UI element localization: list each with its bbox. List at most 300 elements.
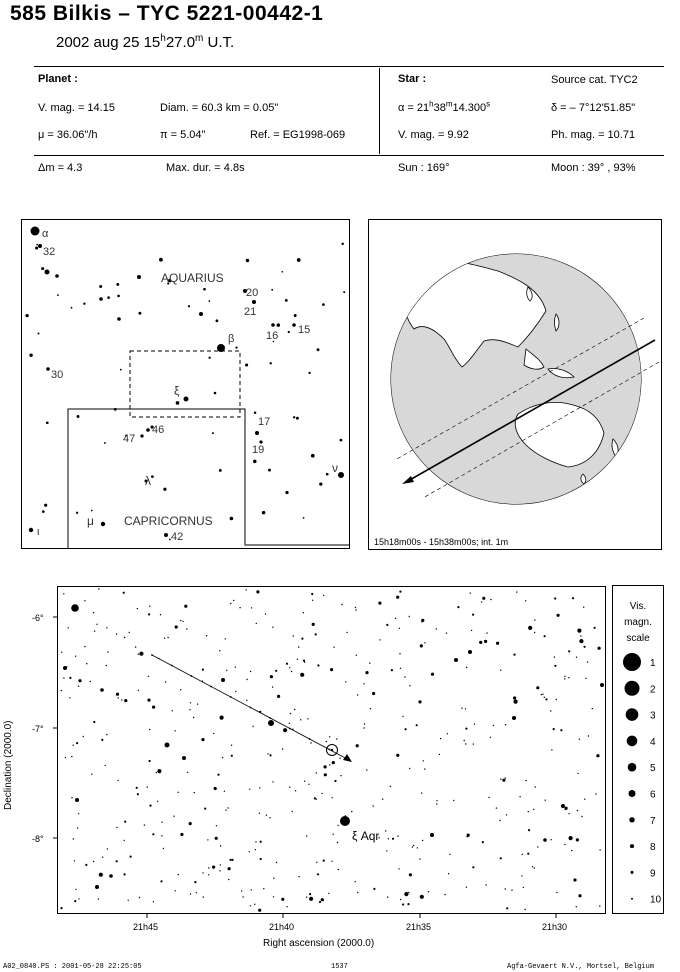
chart-star <box>309 897 313 901</box>
chart-star <box>135 646 136 647</box>
chart-star <box>420 644 423 647</box>
max-duration: Max. dur. = 4.8s <box>166 162 245 174</box>
chart-star <box>409 873 412 876</box>
finder-star <box>44 504 47 507</box>
chart-star <box>107 848 108 849</box>
chart-star <box>336 738 337 739</box>
chart-star <box>585 678 586 679</box>
chart-star <box>330 668 333 671</box>
scale-dot <box>631 871 634 874</box>
chart-star <box>167 637 168 638</box>
chart-star <box>525 780 526 781</box>
chart-star <box>309 893 311 895</box>
chart-star <box>357 892 358 893</box>
footer-page: 1537 <box>331 963 348 971</box>
finder-star <box>199 312 203 316</box>
chart-star <box>214 787 217 790</box>
chart-star <box>465 708 466 709</box>
chart-star <box>249 789 250 790</box>
xtick-label: 21h45 <box>133 922 159 932</box>
chart-star <box>484 640 487 643</box>
chart-star <box>328 893 329 894</box>
chart-star <box>242 896 243 897</box>
chart-star <box>208 874 209 875</box>
chart-star <box>286 906 287 907</box>
finder-star <box>137 275 141 279</box>
chart-star <box>363 727 364 728</box>
finder-star <box>294 314 297 317</box>
chart-star <box>599 905 600 906</box>
chart-star <box>225 809 226 810</box>
chart-star <box>386 624 388 626</box>
chart-star <box>137 608 138 609</box>
chart-star <box>565 809 566 810</box>
chart-star <box>316 799 317 800</box>
chart-star <box>355 881 356 882</box>
chart-star <box>228 879 229 880</box>
chart-star <box>249 851 250 852</box>
chart-star <box>488 797 489 798</box>
chart-star <box>136 787 138 789</box>
scale-title: scale <box>626 633 650 644</box>
chart-star <box>516 591 517 592</box>
chart-star <box>250 905 251 906</box>
chart-star <box>534 867 535 868</box>
chart-star <box>148 676 149 677</box>
label-beta: β <box>228 333 235 345</box>
chart-star <box>446 632 447 633</box>
finder-star <box>184 397 189 402</box>
chart-star <box>149 760 151 762</box>
chart-star <box>102 857 103 858</box>
chart-star <box>161 835 162 836</box>
chart-star <box>596 754 599 757</box>
chart-star <box>543 838 547 842</box>
chart-star <box>272 627 273 628</box>
finder-star <box>246 259 249 262</box>
chart-star <box>496 807 497 808</box>
chart-star <box>373 888 375 890</box>
chart-star <box>189 822 192 825</box>
scale-magnitude-label: 3 <box>650 710 656 722</box>
chart-star <box>436 628 437 629</box>
label-47: 47 <box>123 433 136 445</box>
finder-star <box>71 307 73 309</box>
planet-diameter: Diam. = 60.3 km = 0.05" <box>160 102 279 114</box>
chart-star <box>397 835 398 836</box>
finder-star <box>255 431 259 435</box>
finder-star <box>55 274 59 278</box>
chart-star <box>588 735 589 736</box>
chart-star <box>105 765 106 766</box>
chart-star <box>316 862 317 863</box>
chart-star <box>533 809 534 810</box>
chart-star <box>534 632 535 633</box>
chart-star <box>544 697 545 698</box>
chart-star <box>91 774 92 775</box>
label-iota: ι <box>37 526 40 538</box>
finder-star <box>281 271 283 273</box>
chart-star <box>404 892 408 896</box>
chart-star <box>78 898 79 899</box>
star-ra: $\alpha = 21^h38^m14.300^s$ <box>398 99 491 114</box>
finder-star <box>83 303 85 305</box>
chart-star <box>479 641 482 644</box>
finder-star <box>293 416 295 418</box>
chart-star <box>499 820 500 821</box>
chart-star <box>470 592 471 593</box>
chart-star <box>204 808 206 810</box>
chart-star <box>554 656 555 657</box>
chart-star <box>260 841 262 843</box>
chart-star <box>95 885 99 889</box>
finder-star <box>77 415 80 418</box>
chart-star <box>267 753 268 754</box>
chart-star <box>471 630 472 631</box>
finder-star <box>46 367 50 371</box>
chart-star <box>332 761 335 764</box>
chart-star <box>289 723 290 724</box>
chart-star <box>73 838 74 839</box>
chart-star <box>537 846 538 847</box>
chart-star <box>417 847 418 848</box>
chart-star <box>506 814 507 815</box>
chart-star <box>269 754 271 756</box>
chart-star <box>355 609 356 610</box>
finder-star <box>46 421 49 424</box>
chart-star <box>584 799 585 800</box>
chart-star <box>94 630 95 631</box>
chart-star <box>519 796 520 797</box>
chart-star <box>418 700 421 703</box>
chart-star <box>275 670 277 672</box>
chart-star <box>399 628 400 629</box>
chart-star <box>217 774 219 776</box>
scale-dot <box>629 817 634 822</box>
chart-star <box>568 677 569 678</box>
chart-star <box>337 842 338 843</box>
chart-star <box>569 836 573 840</box>
chart-star <box>449 854 450 855</box>
chart-star <box>71 756 72 757</box>
chart-star <box>77 827 78 828</box>
page-title: 585 Bilkis – TYC 5221-00442-1 <box>10 2 324 25</box>
finder-star <box>91 510 93 512</box>
y-axis-label: Declination (2000.0) <box>3 720 14 810</box>
finder-star <box>341 243 343 245</box>
chart-star <box>138 654 139 655</box>
chart-star <box>190 893 191 894</box>
chart-star <box>568 650 570 652</box>
chart-star <box>413 845 414 846</box>
chart-star <box>500 857 502 859</box>
chart-star <box>196 892 197 893</box>
chart-star <box>116 827 117 828</box>
chart-star <box>84 646 85 647</box>
ytick-label: -6° <box>32 613 44 623</box>
chart-star <box>576 906 577 907</box>
chart-star <box>402 903 404 905</box>
chart-star <box>319 901 321 903</box>
chart-star <box>545 800 546 801</box>
finder-star <box>151 475 154 478</box>
chart-star <box>65 757 66 758</box>
chart-star <box>422 840 423 841</box>
chart-star <box>83 736 84 737</box>
chart-star <box>101 739 103 741</box>
finder-star <box>285 299 288 302</box>
finder-star <box>208 357 210 359</box>
finder-star <box>288 331 290 333</box>
finder-star <box>163 488 166 491</box>
chart-star <box>203 896 204 897</box>
chart-star <box>75 656 76 657</box>
label-alpha: α <box>42 228 49 240</box>
chart-star <box>282 748 283 749</box>
chart-star <box>109 874 113 878</box>
chart-star <box>534 619 535 620</box>
chart-star <box>178 874 179 875</box>
scale-dot <box>625 681 640 696</box>
scale-magnitude-label: 1 <box>650 658 656 669</box>
chart-star <box>306 835 307 836</box>
scale-dot <box>631 898 633 900</box>
chart-star <box>408 892 409 893</box>
star-chart <box>0 580 610 955</box>
chart-star <box>259 787 260 788</box>
chart-star <box>550 839 551 840</box>
chart-star <box>512 716 516 720</box>
chart-star <box>553 728 555 730</box>
finder-star <box>292 323 296 327</box>
chart-star <box>153 901 154 902</box>
constellation-capricornus: CAPRICORNUS <box>124 514 213 528</box>
chart-star <box>182 756 186 760</box>
finder-star <box>117 317 121 321</box>
chart-star <box>106 734 107 735</box>
chart-star <box>390 786 391 787</box>
chart-star <box>160 880 162 882</box>
sun-elongation: Sun : 169° <box>398 162 450 174</box>
chart-star <box>172 710 173 711</box>
chart-star <box>339 758 340 759</box>
star-dec: δ = – 7°12'51.85" <box>551 102 636 114</box>
chart-star <box>106 627 107 628</box>
finder-star <box>203 288 206 291</box>
chart-star <box>505 888 506 889</box>
chart-star <box>369 662 370 663</box>
chart-star <box>419 858 420 859</box>
finder-star <box>36 244 38 246</box>
finder-star <box>311 454 315 458</box>
chart-star <box>505 724 506 725</box>
chart-star <box>177 792 178 793</box>
chart-star <box>76 742 78 744</box>
chart-star <box>316 772 317 773</box>
chart-star <box>386 850 387 851</box>
scale-magnitude-label: 7 <box>650 815 656 827</box>
chart-star <box>235 666 236 667</box>
chart-star <box>255 849 256 850</box>
chart-star <box>256 590 259 593</box>
chart-star <box>149 606 150 607</box>
chart-star <box>206 635 207 636</box>
chart-star <box>226 670 227 671</box>
chart-star <box>147 699 150 702</box>
chart-star <box>175 730 176 731</box>
scale-dot <box>627 736 638 747</box>
chart-star <box>228 867 231 870</box>
chart-star <box>505 777 506 778</box>
chart-star <box>85 864 87 866</box>
finder-star <box>107 296 110 299</box>
chart-star <box>404 676 405 677</box>
chart-star <box>329 764 330 765</box>
chart-star <box>73 745 74 746</box>
chart-star <box>221 678 225 682</box>
chart-star <box>416 724 418 726</box>
chart-star <box>306 897 307 898</box>
chart-star <box>482 841 484 843</box>
chart-star <box>340 775 341 776</box>
label-xi: ξ <box>174 384 180 398</box>
chart-star <box>269 817 270 818</box>
chart-star <box>304 781 305 782</box>
chart-star <box>564 678 565 679</box>
chart-star <box>598 647 601 650</box>
chart-star <box>84 600 85 601</box>
finder-star <box>104 442 106 444</box>
scale-magnitude-label: 4 <box>650 736 656 748</box>
chart-star <box>338 869 339 870</box>
scale-magnitude-label: 9 <box>650 868 656 880</box>
chart-star <box>482 597 485 600</box>
chart-star <box>63 677 64 678</box>
x-axis-label: Right ascension (2000.0) <box>263 938 375 949</box>
chart-star <box>440 738 441 739</box>
planet-vmag: V. mag. = 14.15 <box>38 102 115 114</box>
xtick-label: 21h35 <box>406 922 432 932</box>
chart-star <box>513 696 516 699</box>
chart-star <box>409 616 410 617</box>
chart-star <box>175 625 178 628</box>
chart-star <box>213 733 214 734</box>
chart-star <box>270 675 273 678</box>
finder-star <box>214 392 217 395</box>
chart-star <box>550 710 551 711</box>
finder-star <box>76 512 78 514</box>
chart-star <box>231 755 233 757</box>
finder-star <box>42 510 45 513</box>
finder-star <box>176 401 180 405</box>
chart-star <box>365 671 368 674</box>
chart-star <box>71 797 72 798</box>
chart-star <box>554 597 556 599</box>
chart-star <box>436 803 437 804</box>
chart-star <box>78 686 79 687</box>
chart-star <box>137 793 139 795</box>
chart-star <box>323 595 324 596</box>
chart-star <box>75 798 79 802</box>
chart-star <box>453 800 454 801</box>
chart-star <box>290 713 291 714</box>
magnitude-scale <box>612 585 665 915</box>
chart-star <box>219 870 220 871</box>
chart-star <box>466 887 467 888</box>
chart-star <box>149 805 151 807</box>
chart-star <box>431 673 434 676</box>
chart-star <box>421 619 424 622</box>
chart-star <box>532 866 533 867</box>
finder-star <box>319 482 322 485</box>
chart-star <box>523 887 524 888</box>
star-heading: Star : <box>398 73 427 85</box>
chart-star <box>93 721 95 723</box>
moon-elongation: Moon : 39° , 93% <box>551 162 636 174</box>
chart-star <box>421 792 422 793</box>
chart-star <box>506 907 508 909</box>
chart-star <box>496 642 499 645</box>
finder-star <box>212 432 214 434</box>
chart-star <box>107 651 108 652</box>
chart-star <box>409 768 410 769</box>
chart-star <box>577 773 578 774</box>
divider <box>34 66 664 67</box>
chart-star <box>324 765 327 768</box>
chart-star <box>472 866 474 868</box>
chart-star <box>564 676 565 677</box>
chart-star <box>424 768 425 769</box>
chart-star <box>254 904 255 905</box>
chart-star <box>212 866 215 869</box>
chart-star <box>356 655 357 656</box>
chart-star <box>355 607 356 608</box>
chart-star <box>535 786 536 787</box>
finder-star <box>25 314 28 317</box>
chart-star <box>420 895 424 899</box>
chart-star <box>100 688 104 692</box>
chart-star <box>303 612 304 613</box>
finder-star <box>297 258 301 262</box>
chart-star <box>572 597 574 599</box>
chart-star <box>116 633 117 634</box>
chart-star <box>545 698 547 700</box>
chart-star <box>78 679 81 682</box>
chart-star <box>331 861 332 862</box>
chart-star <box>579 639 583 643</box>
chart-star <box>311 593 313 595</box>
finder-star <box>114 408 117 411</box>
delta-magnitude: Δm = 4.3 <box>38 162 83 174</box>
chart-star <box>208 867 209 868</box>
chart-star <box>557 614 560 617</box>
finder-star <box>41 267 44 270</box>
finder-star <box>159 258 163 262</box>
chart-star <box>521 875 522 876</box>
chart-star <box>536 686 539 689</box>
finder-star <box>164 533 168 537</box>
chart-star <box>298 646 299 647</box>
chart-star <box>251 889 252 890</box>
chart-star <box>283 728 287 732</box>
star-phmag: Ph. mag. = 10.71 <box>551 129 636 141</box>
label-15: 15 <box>298 324 311 336</box>
chart-star <box>500 670 501 671</box>
finder-star <box>326 473 329 476</box>
chart-star <box>202 669 204 671</box>
chart-star <box>402 716 403 717</box>
finder-star <box>308 372 310 374</box>
